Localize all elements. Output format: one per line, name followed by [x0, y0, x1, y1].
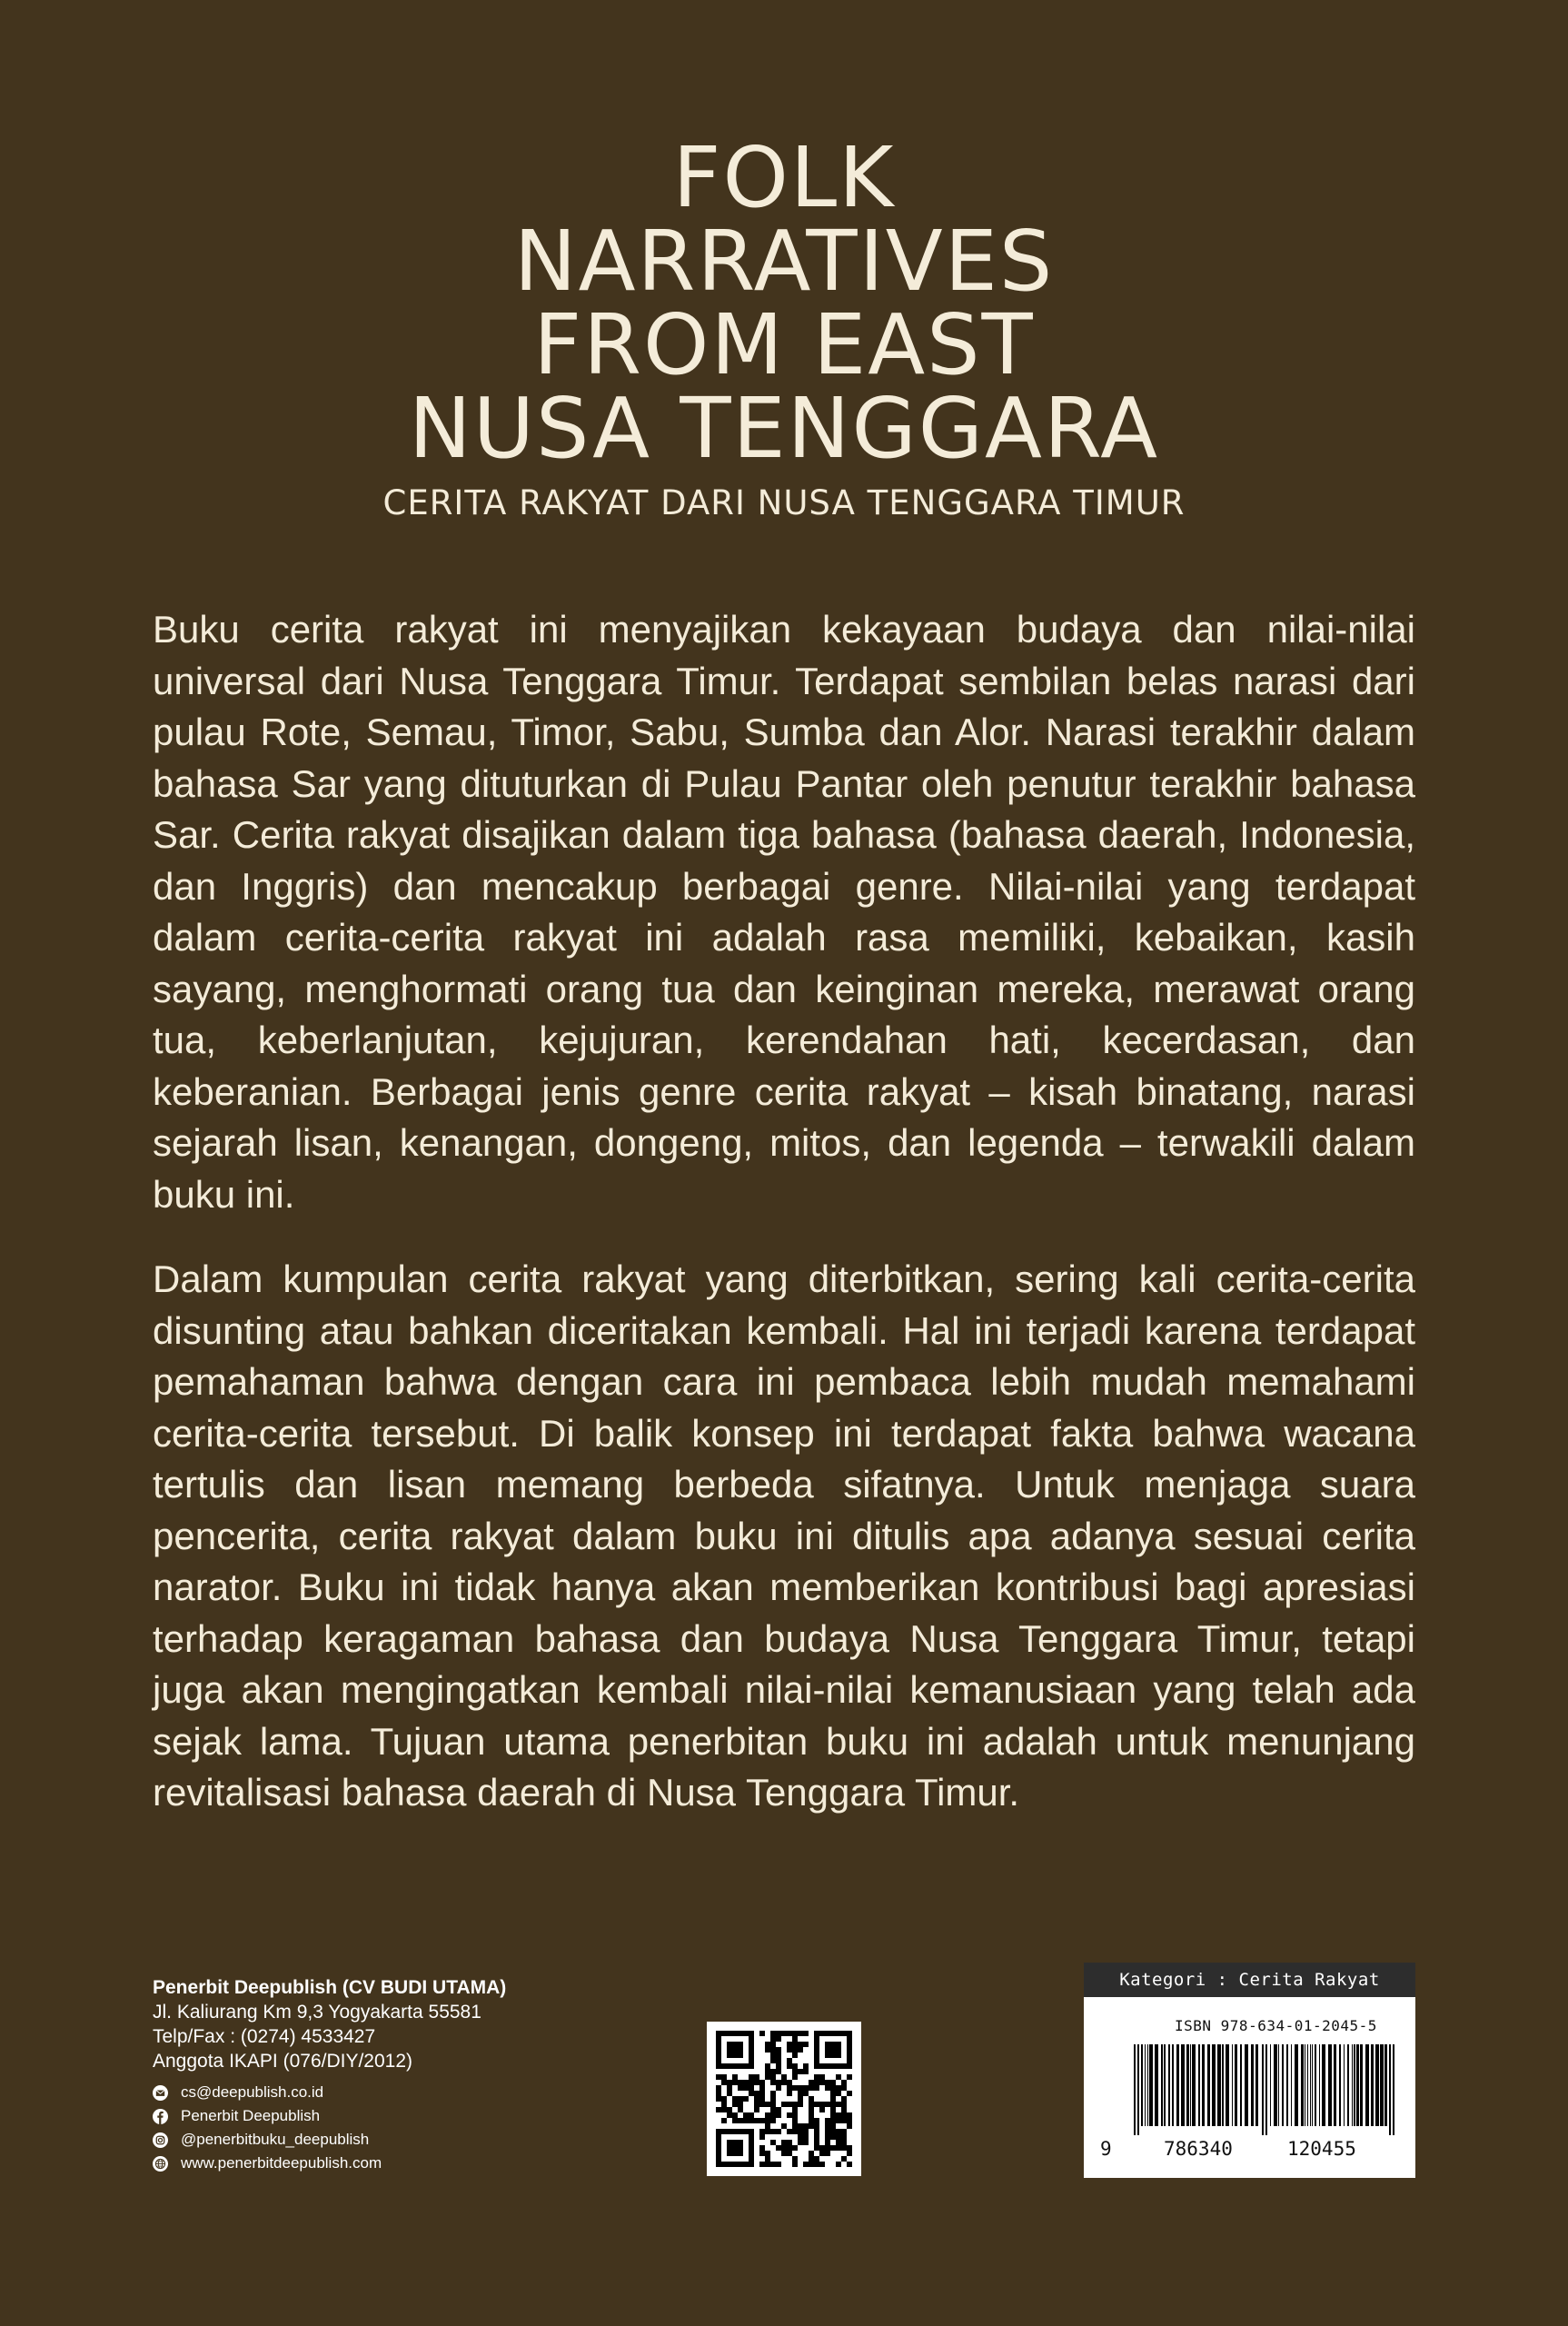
- blurb-paragraph-2: Dalam kumpulan cerita rakyat yang diterbitkan, sering kali cerita-cerita disunting atau bahkan diceritakan kembali. Hal ini terjadi karena terdapat pemahaman bahwa dengan cara ini pembaca lebih mudah memahami cerita-cerita tersebut. Di balik konsep ini terdapat fakta bahwa wacana tertulis dan lisan memang berbeda sifatnya. Untuk menjaga suara pencerita, cerita rakyat dalam buku ini ditulis apa adanya sesuai cerita narator. Buku ini tidak hanya akan memberikan kontribusi bagi apresiasi terhadap keragaman bahasa dan budaya Nusa Tenggara Timur, tetapi juga akan mengingatkan kembali nilai-nilai kemanusiaan yang telah ada sejak lama. Tujuan utama penerbitan buku ini adalah untuk menunjang revitalisasi bahasa daerah di Nusa Tenggara Timur.: [153, 1257, 1415, 1814]
- blurb-paragraph-1: Buku cerita rakyat ini menyajikan kekayaan budaya dan nilai-nilai universal dari Nusa Tenggara Timur. Terdapat sembilan belas narasi dari pulau Rote, Semau, Timor, Sabu, Sumba dan Alor. Narasi terakhir dalam bahasa Sar yang dituturkan di Pulau Pantar oleh penutur terakhir bahasa Sar. Cerita rakyat disajikan dalam tiga bahasa (bahasa daerah, Indonesia, dan Inggris) dan mencakup berbagai genre. Nilai-nilai yang terdapat dalam cerita-cerita rakyat ini adalah rasa memiliki, kebaikan, kasih sayang, menghormati orang tua dan keinginan mereka, merawat orang tua, keberlanjutan, kejujuran, kerendahan hati, kecerdasan, dan keberanian. Berbagai jenis genre cerita rakyat – kisah binatang, narasi sejarah lisan, kenangan, dongeng, mitos, dan legenda – terwakili dalam buku ini.: [153, 608, 1415, 1216]
- globe-icon: [153, 2156, 168, 2172]
- qr-code: [707, 2022, 861, 2176]
- title-line-4: NUSA TENGGARA: [408, 380, 1160, 477]
- contact-website-text: www.penerbitdeepublish.com: [181, 2154, 382, 2172]
- cover-title-block: [0, 129, 1568, 523]
- subtitle: CERITA RAKYAT DARI NUSA TENGGARA TIMUR: [382, 483, 1186, 522]
- contact-list: [153, 2081, 661, 2175]
- publisher-phone: Telp/Fax : (0274) 4533427: [153, 2026, 376, 2047]
- publisher-address: Jl. Kaliurang Km 9,3 Yogyakarta 55581: [153, 2002, 481, 2023]
- publisher-membership: Anggota IKAPI (076/DIY/2012): [153, 2051, 413, 2072]
- title-line-2: NARRATIVES: [513, 213, 1055, 310]
- contact-instagram-text: @penerbitbuku_deepublish: [181, 2131, 370, 2148]
- contact-instagram: [153, 2128, 661, 2152]
- publisher-info: [153, 1975, 661, 2175]
- barcode-graphic: [1084, 1963, 1415, 2178]
- barcode-digit-first: 9: [1100, 2138, 1112, 2160]
- contact-facebook: [153, 2104, 661, 2128]
- email-icon: [153, 2085, 168, 2101]
- isbn-text: ISBN 978-634-01-2045-5: [1175, 2017, 1377, 2034]
- category-label: Kategori : Cerita Rakyat: [1084, 1963, 1415, 1997]
- publisher-name: Penerbit Deepublish (CV BUDI UTAMA): [153, 1977, 507, 1998]
- barcode-digits-left: 786340: [1164, 2138, 1233, 2160]
- facebook-icon: [153, 2109, 168, 2124]
- instagram-icon: [153, 2132, 168, 2148]
- barcode-panel: [1084, 1963, 1415, 2178]
- title-line-3: FROM EAST: [533, 296, 1035, 393]
- contact-facebook-text: Penerbit Deepublish: [181, 2107, 321, 2124]
- contact-website: [153, 2152, 661, 2175]
- qr-code-graphic: [707, 2022, 861, 2176]
- title-line-1: FOLK: [672, 129, 896, 226]
- barcode-digits-right: 120455: [1287, 2138, 1356, 2160]
- contact-email: [153, 2081, 661, 2104]
- contact-email-text: cs@deepublish.co.id: [181, 2083, 324, 2101]
